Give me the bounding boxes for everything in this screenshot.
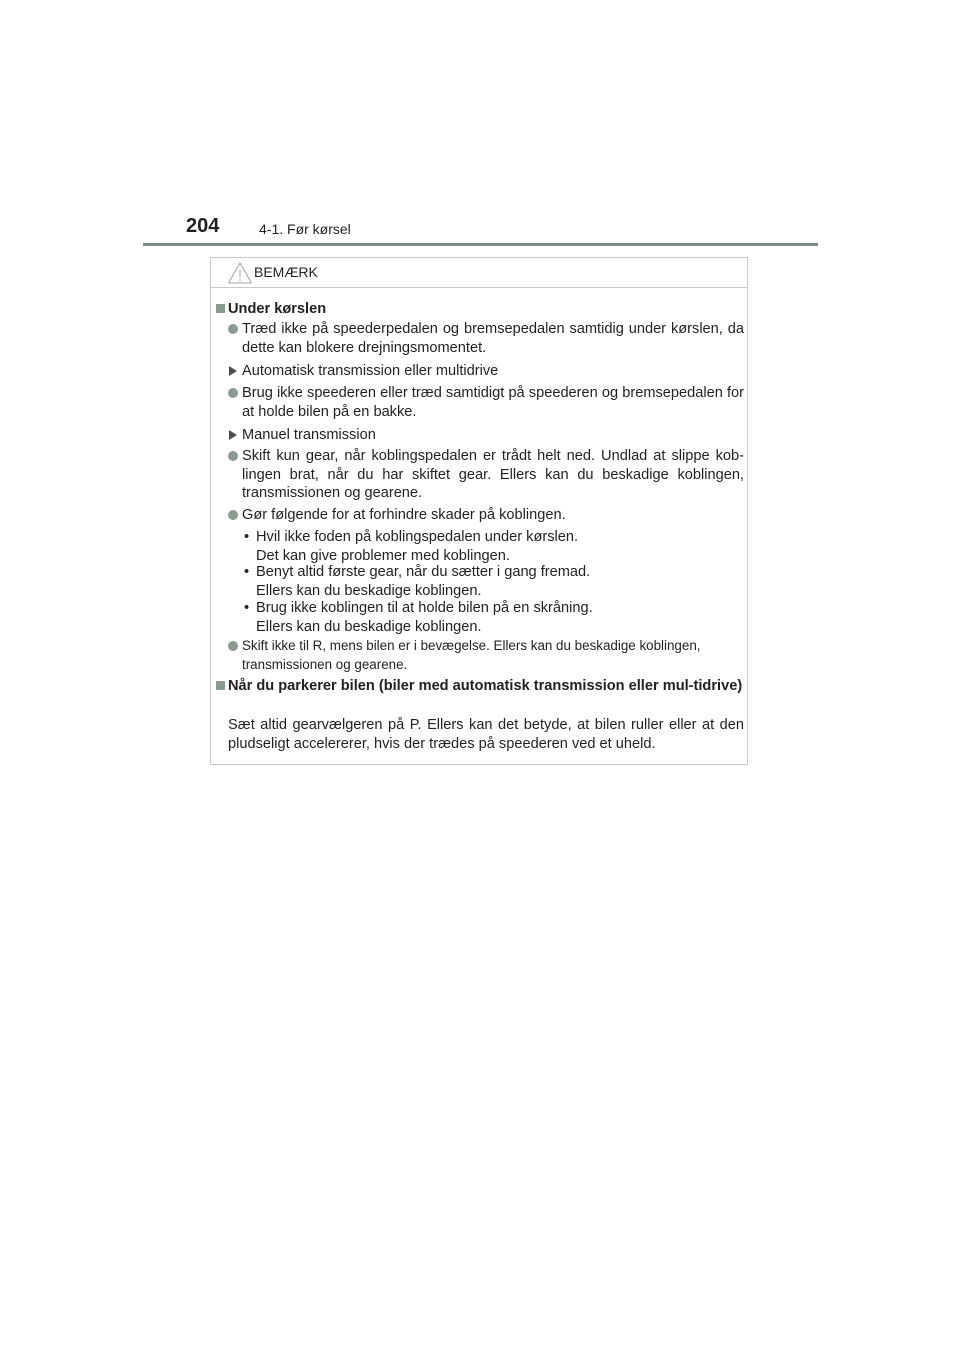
dash-item-line: Ellers kan du beskadige koblingen. xyxy=(256,582,482,599)
section-heading-parkering xyxy=(228,677,744,696)
dash-item-line: Ellers kan du beskadige koblingen. xyxy=(256,618,482,635)
square-bullet-icon xyxy=(216,304,225,313)
dot-marker-icon: • xyxy=(244,600,250,616)
sub-heading-text: Automatisk transmission eller multidrive xyxy=(242,363,499,379)
triangle-bullet-icon xyxy=(229,430,237,440)
list-item-text: Skift kun gear, når koblingspedalen er trådt helt ned. Undlad at slippe kob-lingen brat, når du har skiftet gear. Ellers kan du beskadige koblingen, transmissionen og gearene. xyxy=(242,448,744,501)
circle-bullet-icon xyxy=(228,324,238,334)
section-body-text: Sæt altid gearvælgeren på P. Ellers kan det betyde, at bilen ruller eller at den pludseligt accelererer, hvis der trædes på speederen ved et uheld. xyxy=(228,717,744,752)
section-heading-text: Under kørslen xyxy=(228,301,327,317)
list-item-text: Skift ikke til R, mens bilen er i bevægelse. Ellers kan du beskadige koblingen, transmissionen og gearene. xyxy=(242,638,701,672)
dash-item-line: Benyt altid første gear, når du sætter i gang fremad. xyxy=(256,564,591,580)
list-item-text: Gør følgende for at forhindre skader på koblingen. xyxy=(242,507,566,523)
sub-heading-manual xyxy=(242,426,744,445)
notice-header xyxy=(211,258,747,288)
header-rule xyxy=(143,243,818,246)
dash-item-line: Brug ikke koblingen til at holde bilen på en skråning. xyxy=(256,600,593,616)
list-item-text: Brug ikke speederen eller træd samtidigt på speederen og bremsepedalen for at holde bilen på en bakke. xyxy=(242,385,744,420)
dash-item xyxy=(244,599,744,636)
list-item xyxy=(242,320,744,357)
dash-item xyxy=(244,528,744,565)
section-body xyxy=(228,716,744,753)
dash-item-line: Hvil ikke foden på koblingspedalen under kørslen. xyxy=(256,529,579,545)
dash-item xyxy=(244,563,744,600)
sub-heading-automatic xyxy=(242,362,744,381)
dash-item-line: Det kan give problemer med koblingen. xyxy=(256,547,510,564)
square-bullet-icon xyxy=(216,681,225,690)
section-title: 4-1. Før kørsel xyxy=(259,221,351,237)
notice-box xyxy=(210,257,748,765)
notice-title: BEMÆRK xyxy=(254,264,318,280)
sub-heading-text: Manuel transmission xyxy=(242,427,376,443)
list-item xyxy=(242,447,744,503)
section-heading-text: Når du parkerer bilen (biler med automatisk transmission eller mul-tidrive) xyxy=(228,678,743,694)
page-number: 204 xyxy=(186,215,220,237)
triangle-bullet-icon xyxy=(229,366,237,376)
list-item xyxy=(242,384,744,421)
warning-triangle-icon xyxy=(227,261,253,285)
circle-bullet-icon xyxy=(228,510,238,520)
circle-bullet-icon xyxy=(228,451,238,461)
list-item xyxy=(242,637,744,674)
dot-marker-icon: • xyxy=(244,564,250,580)
circle-bullet-icon xyxy=(228,641,238,651)
circle-bullet-icon xyxy=(228,388,238,398)
section-heading-under-korslen xyxy=(228,300,744,319)
list-item-text: Træd ikke på speederpedalen og bremsepedalen samtidig under kørslen, da dette kan blokere drejningsmomentet. xyxy=(242,321,744,356)
dot-marker-icon: • xyxy=(244,529,250,545)
list-item xyxy=(242,506,744,525)
